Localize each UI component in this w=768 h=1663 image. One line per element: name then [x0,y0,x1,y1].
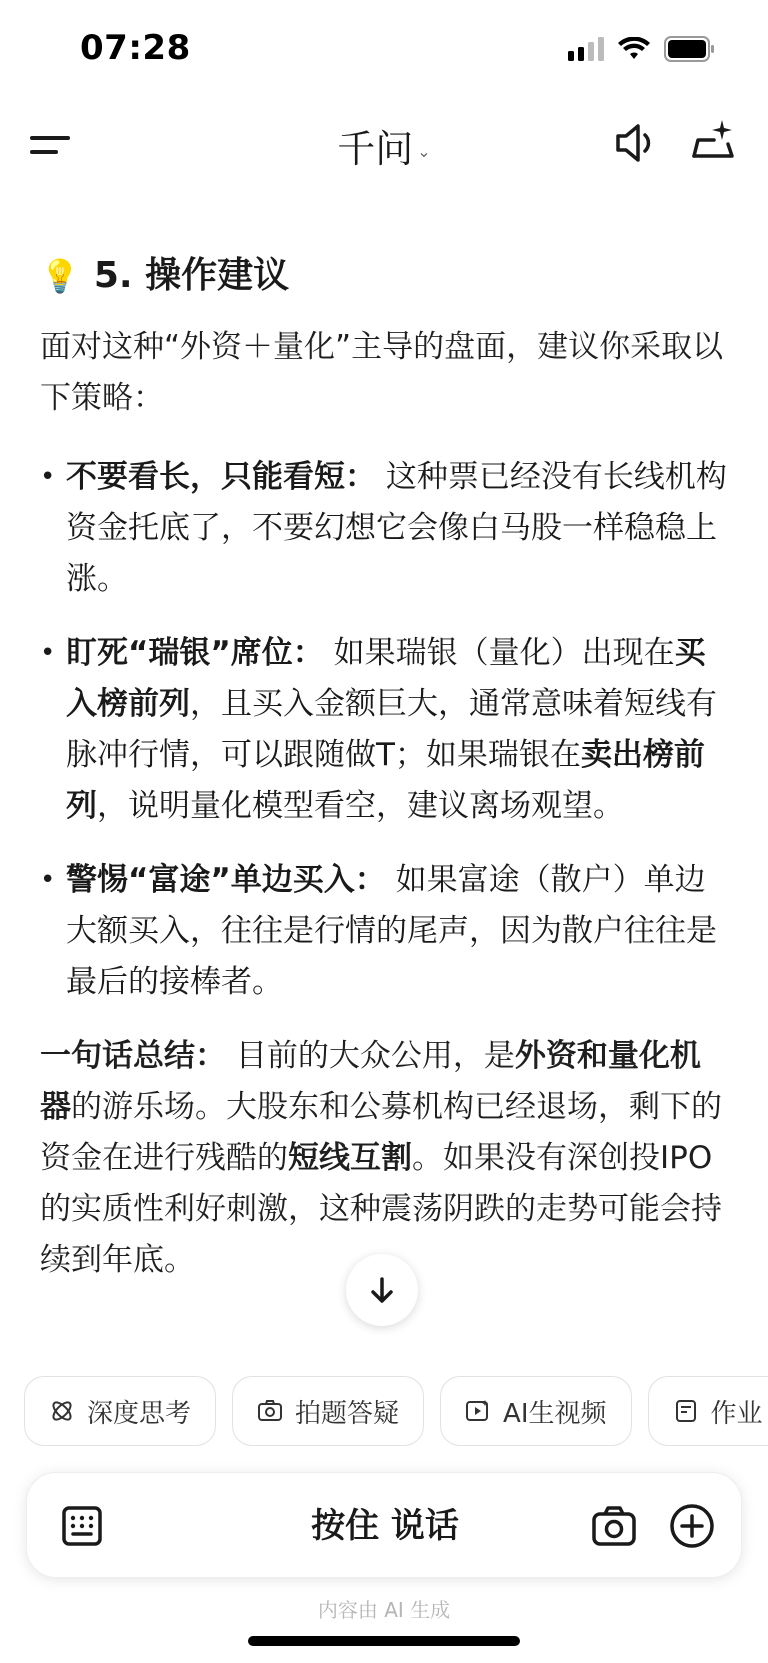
status-bar [0,0,768,100]
bullet-bold: 卖出榜前列 [66,737,705,824]
intro-paragraph: 面对这种“外资＋量化”主导的盘面，建议你采取以下策略： [40,329,724,416]
chip-ai-video[interactable] [440,1376,631,1446]
summary-bold: 一句话总结： [40,1038,226,1074]
header [0,100,768,190]
atom-icon [49,1398,75,1424]
app-title: 千问 [337,127,414,171]
scroll-to-bottom-button[interactable] [346,1254,418,1326]
status-icons [568,36,716,62]
summary-text: 的游乐场。大股东和公募机构已经退场，剩下的资金在进行残酷的 [40,1089,722,1176]
bullet-text: 如果富途（散户）单边大额买入，往往是行情的尾声，因为散户往往是最后的接棒者。 [66,862,717,1000]
quick-action-chips [24,1376,768,1446]
list-item [40,628,730,832]
chip-homework[interactable] [648,1376,768,1446]
camera-icon[interactable] [589,1501,639,1551]
chip-label: 深度思考 [87,1398,192,1429]
chip-deep-think[interactable] [24,1376,216,1446]
lightbulb-icon: 💡 [40,257,80,295]
summary-bold: 外资和量化机器 [40,1038,701,1125]
bullet-bold: 警惕“富途”单边买入： [66,862,386,898]
bullet-text: ，说明量化模型看空，建议离场观望。 [97,788,624,824]
signal-icon [568,37,604,61]
chevron-down-icon: ⌄ [417,142,431,161]
bullet-text: ，且买入金额巨大，通常意味着短线有脉冲行情，可以跟随做T；如果瑞银在 [66,686,717,773]
bullet-text: 这种票已经没有长线机构资金托底了，不要幻想它会像白马股一样稳稳上涨。 [66,459,727,597]
new-chat-sparkle-icon[interactable] [688,116,738,166]
home-indicator[interactable] [248,1636,520,1646]
summary-text: 目前的大众公用，是 [226,1038,515,1074]
chip-label: AI生视频 [503,1398,607,1429]
video-icon [465,1398,491,1424]
ai-disclaimer: 内容由 AI 生成 [317,1598,451,1622]
camera-icon [257,1398,283,1424]
bullet-text: 如果瑞银（量化）出现在 [323,635,675,671]
section-heading [40,230,730,322]
battery-icon [664,36,716,62]
summary-bold: 短线互割 [288,1140,412,1176]
plus-icon[interactable] [667,1501,717,1551]
list-item [40,855,730,1008]
bullet-bold: 买入榜前列 [66,635,706,722]
summary-paragraph [40,1031,730,1286]
strategy-list [40,452,730,1008]
input-bar [26,1472,742,1578]
chip-label: 作业 [710,1398,763,1429]
speaker-icon[interactable] [610,118,660,168]
status-time: 07:28 [80,28,191,68]
keyboard-icon[interactable] [57,1501,107,1551]
wifi-icon [618,37,650,61]
chip-label: 拍题答疑 [295,1398,400,1429]
list-item [40,452,730,605]
section-title: 5. 操作建议 [93,255,290,296]
bullet-bold: 盯死“瑞银”席位： [66,635,324,671]
summary-text: 。如果没有深创投IPO的实质性利好刺激，这种震荡阴跌的走势可能会持续到年底。 [40,1140,722,1278]
hold-to-talk-button[interactable]: 按住 说话 [311,1506,459,1546]
arrow-down-icon [367,1275,397,1305]
chip-photo-question[interactable] [232,1376,424,1446]
homework-icon [673,1398,699,1424]
bullet-bold: 不要看长，只能看短： [66,459,376,495]
chat-content [40,230,730,1360]
